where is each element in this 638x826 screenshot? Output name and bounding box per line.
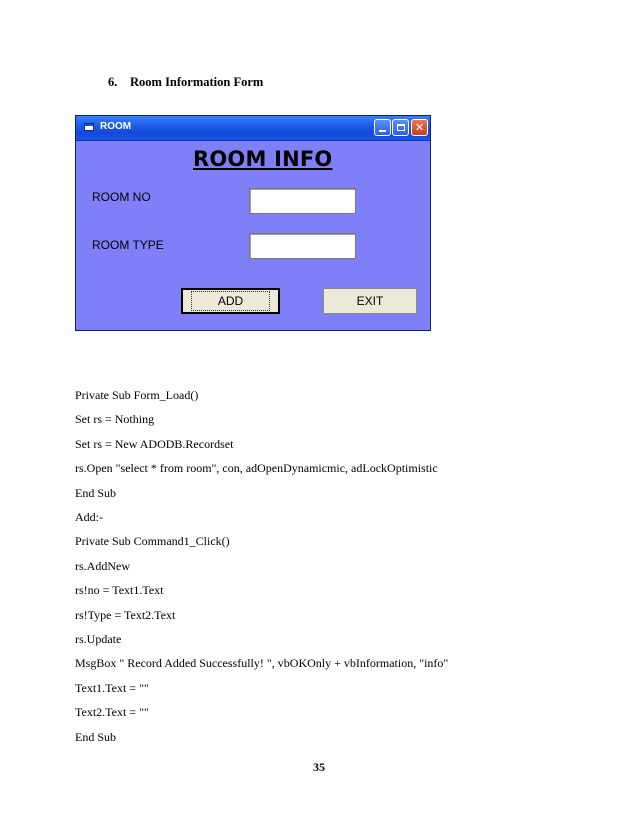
code-listing — [75, 383, 448, 749]
code-line: rs.Update — [75, 632, 122, 647]
code-line: Private Sub Form_Load() — [75, 388, 199, 402]
exit-button-label: EXIT — [356, 294, 384, 308]
section-heading — [108, 75, 263, 90]
add-button-label: ADD — [191, 291, 270, 311]
minimize-button[interactable] — [374, 119, 391, 136]
room-no-label: ROOM NO — [92, 190, 151, 204]
code-line: MsgBox " Record Added Successfully! ", vbOKOnly + vbInformation, "info" — [75, 656, 449, 671]
code-line: End Sub — [75, 485, 117, 500]
code-line: End Sub — [75, 729, 117, 744]
room-type-label: ROOM TYPE — [92, 238, 164, 252]
room-no-input[interactable] — [249, 188, 356, 214]
room-window — [75, 115, 431, 331]
minimize-icon — [379, 130, 386, 132]
room-type-input[interactable] — [249, 233, 356, 259]
page-number: 35 — [313, 760, 325, 774]
exit-button[interactable] — [323, 288, 417, 314]
app-icon — [84, 123, 94, 131]
close-icon: ✕ — [414, 121, 425, 134]
code-line: rs!Type = Text2.Text — [75, 607, 176, 622]
maximize-icon — [397, 124, 405, 131]
add-button[interactable] — [181, 288, 280, 314]
maximize-button[interactable] — [392, 119, 409, 136]
code-line: rs.AddNew — [75, 558, 130, 573]
form-title: ROOM INFO — [193, 147, 333, 171]
section-title: Room Information Form — [130, 75, 264, 89]
close-button[interactable] — [411, 119, 428, 136]
window-titlebar[interactable] — [76, 116, 430, 141]
section-number: 6. — [108, 75, 118, 89]
window-title: ROOM — [100, 121, 132, 132]
code-line: rs.Open "select * from room", con, adOpenDynamicmic, adLockOptimistic — [75, 461, 438, 476]
code-line: rs!no = Text1.Text — [75, 583, 164, 598]
code-line: Private Sub Command1_Click() — [75, 534, 230, 549]
code-line: Text1.Text = "" — [75, 680, 149, 695]
code-line: Text2.Text = "" — [75, 705, 149, 720]
code-line: Set rs = Nothing — [75, 412, 155, 427]
code-line: Add:- — [75, 510, 103, 525]
code-line: Set rs = New ADODB.Recordset — [75, 436, 234, 451]
